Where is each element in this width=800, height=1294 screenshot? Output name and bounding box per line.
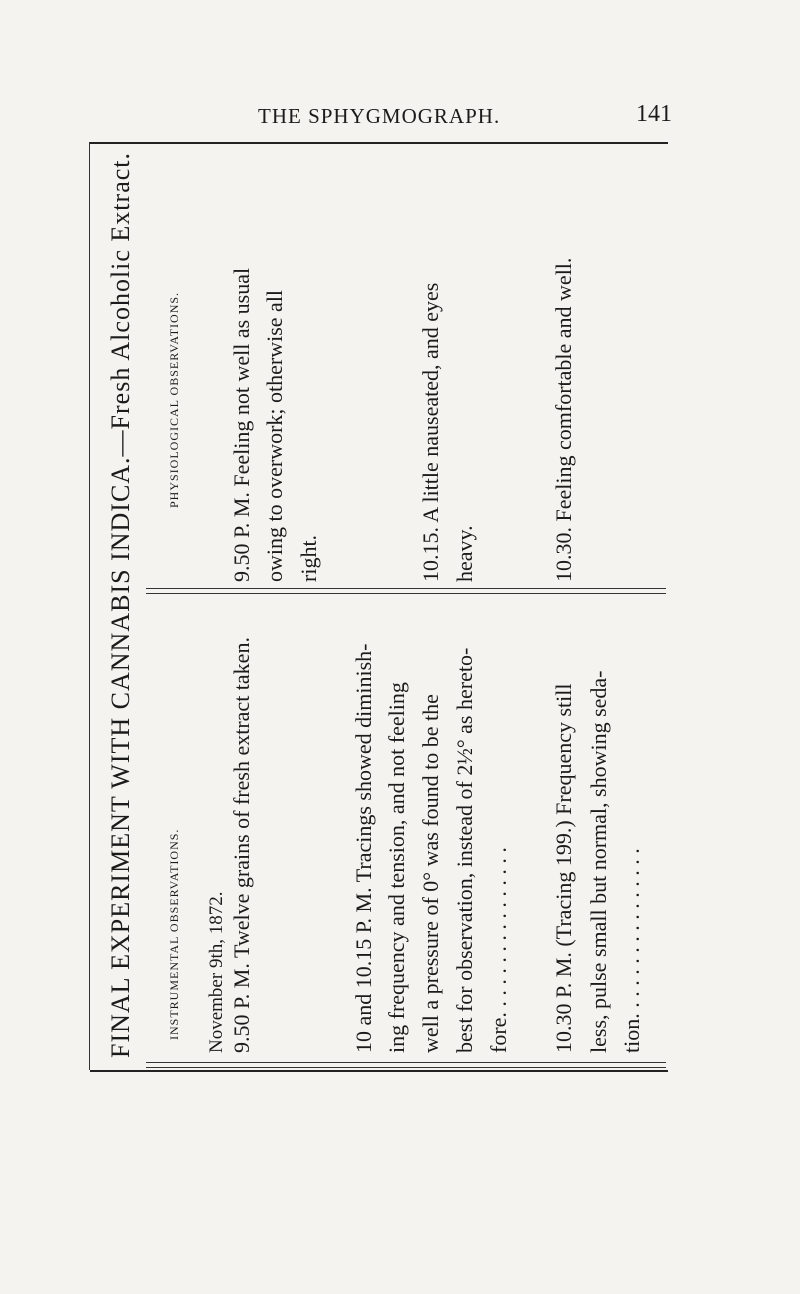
table-title: FINAL EXPERIMENT WITH CANNABIS INDICA.—Fresh Alcoholic Extract. [106,152,135,1058]
table-left-rule [89,142,90,1070]
page-number: 141 [636,101,672,127]
instrumental-line: fore. . . . . . . . . . . . . . . . [486,847,511,1053]
physiological-line: right. [296,534,321,582]
physiological-line: 10.30. Feeling comfortable and well. [551,257,576,582]
instrumental-line: 10 and 10.15 P. M. Tracings showed diminish- [351,643,376,1053]
instrumental-line: 9.50 P. M. Twelve grains of fresh extract taken. [229,637,254,1053]
instrumental-line: November 9th, 1872. [206,891,227,1053]
table-foot-rule [146,1062,666,1068]
instrumental-line: well a pressure of 0° was found to be the [418,694,443,1053]
running-head [0,100,800,136]
instrumental-line: tion. . . . . . . . . . . . . . . . [619,848,644,1053]
running-title: THE SPHYGMOGRAPH. [258,104,501,128]
physiological-line: 10.15. A little nauseated, and eyes [418,282,443,582]
instrumental-line: ing frequency and tension, and not feeling [384,682,409,1053]
physiological-line: 9.50 P. M. Feeling not well as usual [229,267,254,582]
instrumental-header: INSTRUMENTAL OBSERVATIONS. [167,828,181,1040]
table-top-rule [90,142,668,144]
table-bottom-rule [90,1070,668,1072]
instrumental-line: best for observation, instead of 2½° as hereto- [452,647,477,1053]
instrumental-line: 10.30 P. M. (Tracing 199.) Frequency still [551,683,576,1053]
instrumental-line: less, pulse small but normal, showing seda- [586,670,611,1053]
physiological-header: PHYSIOLOGICAL OBSERVATIONS. [167,291,181,508]
column-divider-rule [146,588,666,594]
physiological-line: heavy. [452,525,477,582]
physiological-line: owing to overwork; otherwise all [262,289,287,582]
